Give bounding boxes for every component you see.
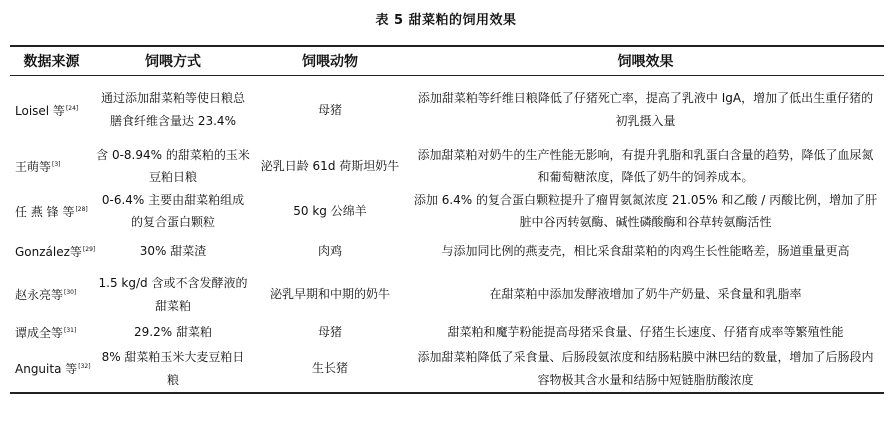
animal-cell: 50 kg 公绵羊 <box>293 203 367 218</box>
animal-cell: 肉鸡 <box>317 244 342 259</box>
header-row <box>10 46 884 76</box>
header-effect: 饲喂效果 <box>407 46 884 76</box>
effect-cell: 甜菜粕和魔芋粉能提高母猪采食量、仔猪生长速度、仔猪育成率等繁殖性能 <box>447 325 844 340</box>
source-cell: 谭成全等[31] <box>15 326 77 341</box>
method-cell: 29.2% 甜菜粕 <box>134 325 212 340</box>
table-row <box>10 144 884 189</box>
reference-marker: [30] <box>64 289 77 297</box>
animal-cell: 母猪 <box>317 325 342 340</box>
method-cell: 含 0-8.94% 的甜菜粕的玉米豆粕日粮 <box>96 147 250 184</box>
animal-cell: 母猪 <box>317 102 342 117</box>
effect-cell: 添加甜菜粕对奶牛的生产性能无影响，有提升乳脂和乳蛋白含量的趋势，降低了血尿氮和葡萄糖浓度，降低了奶牛的饲养成本。 <box>417 147 874 184</box>
method-cell: 通过添加甜菜粕等使日粮总膳食纤维含量达 23.4% <box>100 91 245 128</box>
table-row <box>10 270 884 320</box>
reference-marker: [28] <box>75 205 88 213</box>
method-cell: 30% 甜菜渣 <box>139 244 207 259</box>
reference-marker: [32] <box>78 363 91 371</box>
source-cell: Anguita 等[32] <box>10 346 93 393</box>
header-method: 饲喂方式 <box>93 46 253 76</box>
effect-cell: 与添加同比例的燕麦壳，相比采食甜菜粕的肉鸡生长性能略差，肠道重量更高 <box>441 244 850 259</box>
table-row <box>10 234 884 270</box>
method-cell: 0-6.4% 主要由甜菜粕组成的复合蛋白颗粒 <box>101 192 245 229</box>
reference-marker: [24] <box>65 104 79 112</box>
effect-cell: 添加甜菜粕等纤维日粮降低了仔猪死亡率，提高了乳液中 IgA，增加了低出生重仔猪的初乳摄入量 <box>417 91 874 128</box>
source-cell: Loisel 等[24] <box>15 103 79 118</box>
effect-cell: 在甜菜粕中添加发酵液增加了奶牛产奶量、采食量和乳脂率 <box>489 287 802 302</box>
reference-marker: [29] <box>82 246 96 254</box>
table-row <box>10 76 884 144</box>
effect-cell: 添加甜菜粕降低了采食量、后肠段氨浓度和结肠粘膜中淋巴结的数量，增加了后肠段内容物极其含水量和结肠中短链脂肪酸浓度 <box>407 346 884 393</box>
table-row <box>10 346 884 393</box>
source-cell: González等[29] <box>15 245 96 260</box>
reference-marker: [31] <box>64 327 77 335</box>
effect-cell: 添加 6.4% 的复合蛋白颗粒提升了瘤胃氨氮浓度 21.05% 和乙酸 / 丙酸比例，增加了肝脏中谷丙转氨酶、碱性磷酸酶和谷草转氨酶活性 <box>413 192 878 229</box>
method-cell: 1.5 kg/d 含或不含发酵液的甜菜粕 <box>98 276 248 313</box>
reference-marker: [3] <box>52 160 61 168</box>
feeding-effects-table <box>10 45 884 394</box>
animal-cell: 生长猪 <box>253 346 407 393</box>
header-animal: 饲喂动物 <box>253 46 407 76</box>
table-row <box>10 320 884 346</box>
source-cell: 任 燕 锋 等[28] <box>15 204 88 219</box>
animal-cell: 泌乳日龄 61d 荷斯坦奶牛 <box>260 158 400 173</box>
animal-cell: 泌乳早期和中期的奶牛 <box>269 287 390 302</box>
table-row <box>10 189 884 234</box>
method-cell: 8% 甜菜粕玉米大麦豆粕日粮 <box>93 346 253 393</box>
header-source: 数据来源 <box>10 46 93 76</box>
table-caption: 表 5 甜菜粕的饲用效果 <box>375 13 517 28</box>
source-cell: 王萌等[3] <box>15 159 61 174</box>
source-cell: 赵永亮等[30] <box>15 288 77 303</box>
